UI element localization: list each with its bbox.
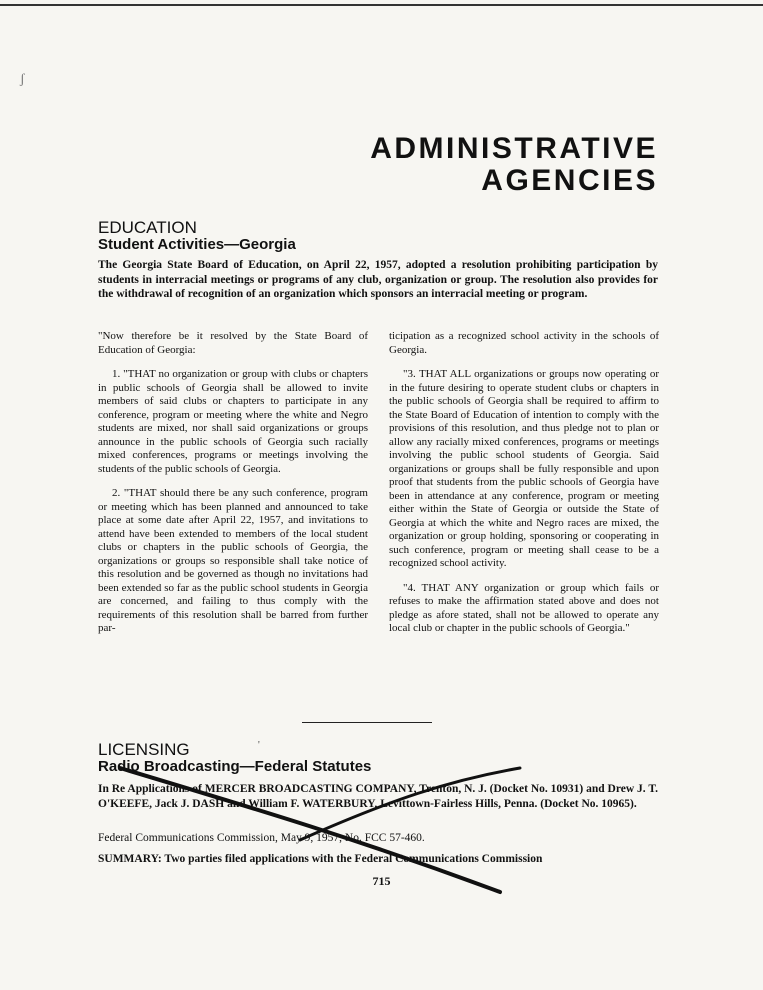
subsection-heading-student-activities: Student Activities—Georgia xyxy=(98,236,296,253)
title-line-2: AGENCIES xyxy=(481,164,658,197)
left-column xyxy=(98,330,368,647)
resolution-clause-3: "3. THAT ALL organizations or groups now operating or in the future desiring to operate student clubs or chapters in the public schools of Georgia shall be required to affirm to the State Board of Education of intention to comply with the provisions of this resolution, and thus pledge not to plan or allow any racially mixed conferences, programs or meetings involving the public school students of Georgia. Said organizations or groups shall be fully responsible and upon proof that students from the public schools of Georgia have been in attendance at any conference, program or meeting either within the State of Georgia or outside the State of Georgia at which the white and Negro races are mixed, the organization or group holding, sponsoring or cooperating in such conference, program or meeting shall cease to be a recognized school activity. xyxy=(389,368,659,569)
resolution-preamble: "Now therefore be it resolved by the State Board of Education of Georgia: xyxy=(98,330,368,356)
page-number: 715 xyxy=(372,874,391,888)
summary-label: SUMMARY: xyxy=(98,853,162,865)
resolution-clause-4: "4. THAT ANY organization or group which fails or refuses to make the affirmation stated above and does not pledge as afore stated, shall not be allowed to operate any local club or chapter in the public schools of Georgia." xyxy=(389,581,659,634)
page-title xyxy=(370,133,658,197)
section-heading-education: EDUCATION xyxy=(98,218,197,237)
education-summary: The Georgia State Board of Education, on April 22, 1957, adopted a resolution prohibiting participation by students in interracial meetings or programs of any club, organization or group. The resolution also provides for the withdrawal of recognition of an organization which sponsors an interracial meeting or program. xyxy=(98,259,658,300)
section-heading-licensing: LICENSING xyxy=(98,740,190,759)
top-scan-rule xyxy=(0,4,763,6)
subsection-heading-radio-broadcasting: Radio Broadcasting—Federal Statutes xyxy=(98,758,372,775)
right-column xyxy=(389,330,659,647)
resolution-clause-1: 1. "THAT no organization or group with clubs or chapters in public schools of Georgia shall be allowed to invite members of said clubs or chapters to participate in any conference, program or meeting where the white and Negro students are mixed, nor shall said organizations or groups announce in the public schools of Georgia such racially mixed conferences, programs or meetings involving the students of the public schools of Georgia. xyxy=(98,368,368,475)
case-summary xyxy=(98,852,658,867)
case-citation: Federal Communications Commission, May 9, 1957, No. FCC 57-460. xyxy=(98,832,425,844)
case-caption: In Re Applications of MERCER BROADCASTING COMPANY, Trenton, N. J. (Docket No. 10931) and Drew J. T. O'KEEFE, Jack J. DASH and William F. WATERBURY, Levittown-Fairless Hills, Penna. (Docket No. 10965). xyxy=(98,783,659,810)
section-divider xyxy=(302,722,432,723)
summary-text: Two parties filed applications with the Federal Communications Commission xyxy=(164,853,543,865)
margin-mark: ʃ xyxy=(20,72,25,87)
resolution-clause-2: 2. "THAT should there be any such conference, program or meeting which has been planned and announced to take place at some date after April 22, 1957, and invitations to attend have been extended to members of the local student clubs or chapters in the public schools of Georgia, the organizations or groups so responsible shall take notice of this resolution and be governed as though no invitations had been extended so far as the public school students in Georgia are concerned, and failing to thus comply with the requirements of this resolution shall be barred from further par- xyxy=(98,487,368,634)
resolution-clause-2-continued: ticipation as a recognized school activity in the schools of Georgia. xyxy=(389,330,659,356)
stray-mark: ' xyxy=(258,740,260,751)
title-line-1: ADMINISTRATIVE xyxy=(370,132,658,165)
